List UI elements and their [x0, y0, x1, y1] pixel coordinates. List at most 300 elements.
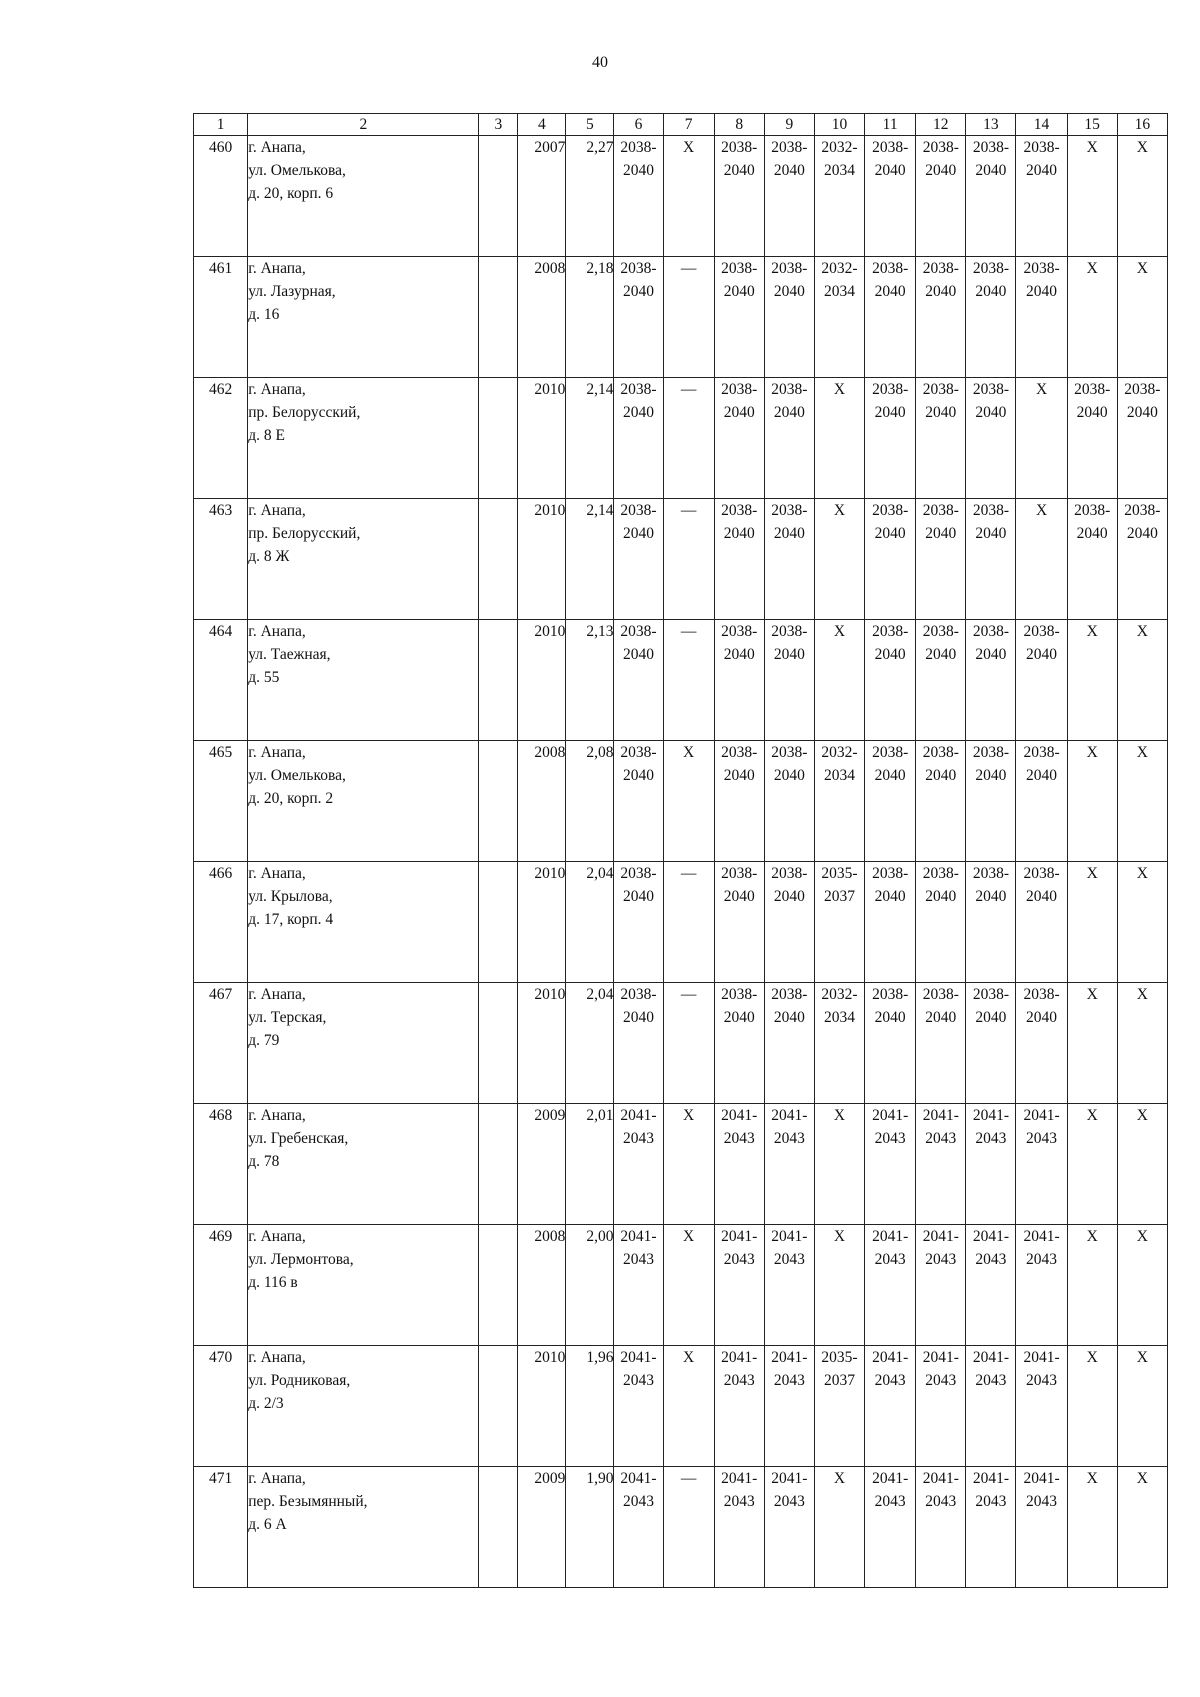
schedule-value: 2038-	[972, 865, 1009, 882]
address-cell	[248, 1104, 479, 1225]
row-number-cell	[194, 499, 248, 620]
schedule-value: 2040	[623, 404, 655, 421]
schedule-value: 2038-	[771, 381, 808, 398]
schedule-cell-c10	[814, 136, 864, 257]
row-number: 471	[208, 1470, 233, 1487]
year-cell: 2010	[518, 1346, 566, 1467]
schedule-value: 2043	[975, 1372, 1007, 1389]
area-cell: 2,04	[566, 862, 614, 983]
schedule-value: 2038-	[922, 381, 959, 398]
schedule-value: 2043	[975, 1130, 1007, 1147]
schedule-value: —	[680, 986, 697, 1003]
column-number-header: 6	[614, 114, 663, 136]
row-number-cell	[194, 741, 248, 862]
table-row	[194, 257, 1168, 378]
schedule-value: 2041-	[620, 1228, 657, 1245]
address-line: д. 79	[248, 1032, 280, 1049]
schedule-cell-c8	[714, 136, 764, 257]
schedule-cell-c12	[916, 136, 966, 257]
table-row	[194, 1104, 1168, 1225]
schedule-cell-c7	[663, 741, 714, 862]
schedule-value: 2043	[623, 1493, 655, 1510]
schedule-cell-c11	[865, 1467, 916, 1588]
schedule-value: 2032-	[821, 260, 858, 277]
schedule-cell-c8	[714, 741, 764, 862]
schedule-value: 2038-	[620, 744, 657, 761]
schedule-cell-c9	[764, 620, 814, 741]
area-cell: 2,00	[566, 1225, 614, 1346]
schedule-cell-c7	[663, 1467, 714, 1588]
empty-cell	[479, 1104, 518, 1225]
schedule-value: 2040	[1026, 888, 1058, 905]
schedule-value: 2038-	[972, 260, 1009, 277]
empty-cell	[479, 1346, 518, 1467]
schedule-cell-c15	[1067, 257, 1117, 378]
schedule-cell-c9	[764, 1467, 814, 1588]
column-number-header: 5	[566, 114, 614, 136]
schedule-value: 2043	[723, 1493, 755, 1510]
address-cell	[248, 257, 479, 378]
schedule-value: 2041-	[721, 1228, 758, 1245]
row-number: 461	[208, 260, 233, 277]
schedule-value: 2041-	[972, 1349, 1009, 1366]
row-number-cell	[194, 1346, 248, 1467]
schedule-value: 2040	[1076, 404, 1108, 421]
address-line: д. 116 в	[248, 1274, 298, 1291]
schedule-cell-c15	[1067, 862, 1117, 983]
address-line: г. Анапа,	[248, 1107, 306, 1124]
schedule-value: —	[680, 623, 697, 640]
schedule-value: 2040	[723, 646, 755, 663]
schedule-cell-c9	[764, 136, 814, 257]
table-row	[194, 620, 1168, 741]
schedule-cell-c10	[814, 499, 864, 620]
schedule-cell-c7	[663, 862, 714, 983]
address-line: ул. Терская,	[248, 1009, 327, 1026]
schedule-value: X	[1086, 139, 1098, 156]
address-line: ул. Родниковая,	[248, 1372, 351, 1389]
schedule-value: 2040	[925, 404, 957, 421]
schedule-value: X	[1086, 1107, 1098, 1124]
schedule-value: 2040	[1026, 1009, 1058, 1026]
schedule-value: 2043	[723, 1372, 755, 1389]
schedule-value: 2043	[874, 1493, 906, 1510]
schedule-value: 2038-	[771, 986, 808, 1003]
schedule-cell-c14	[1016, 741, 1067, 862]
schedule-cell-c15	[1067, 620, 1117, 741]
schedule-value: 2038-	[721, 139, 758, 156]
address-line: д. 55	[248, 669, 280, 686]
schedule-value: 2041-	[1023, 1470, 1060, 1487]
schedule-cell-c16	[1117, 862, 1167, 983]
schedule-cell-c12	[916, 862, 966, 983]
schedule-value: 2043	[925, 1251, 957, 1268]
schedule-value: 2043	[773, 1493, 805, 1510]
schedule-value: 2043	[773, 1130, 805, 1147]
schedule-cell-c12	[916, 620, 966, 741]
area-cell: 2,13	[566, 620, 614, 741]
schedule-value: 2043	[975, 1493, 1007, 1510]
schedule-value: X	[683, 1228, 695, 1245]
schedule-cell-c16	[1117, 136, 1167, 257]
schedule-cell-c8	[714, 1225, 764, 1346]
schedule-value: 2040	[925, 525, 957, 542]
schedule-value: —	[680, 865, 697, 882]
address-cell	[248, 1346, 479, 1467]
schedule-value: 2040	[874, 1009, 906, 1026]
column-number-header: 15	[1067, 114, 1117, 136]
schedule-value: 2043	[1026, 1493, 1058, 1510]
schedule-cell-c10	[814, 1346, 864, 1467]
schedule-value: 2041-	[872, 1228, 909, 1245]
schedule-cell-c8	[714, 862, 764, 983]
schedule-value: X	[1086, 623, 1098, 640]
row-number-cell	[194, 1104, 248, 1225]
table-row	[194, 136, 1168, 257]
schedule-value: 2041-	[922, 1349, 959, 1366]
row-number: 462	[208, 381, 233, 398]
schedule-cell-c6	[614, 983, 663, 1104]
schedule-value: X	[1035, 502, 1048, 519]
schedule-cell-c14	[1016, 499, 1067, 620]
schedule-value: 2040	[1126, 525, 1158, 542]
schedule-cell-c14	[1016, 983, 1067, 1104]
schedule-value: 2040	[1126, 404, 1158, 421]
empty-cell	[479, 1225, 518, 1346]
schedule-value: 2038-	[771, 865, 808, 882]
schedule-value: X	[1136, 986, 1148, 1003]
schedule-value: 2040	[723, 162, 755, 179]
schedule-value: 2040	[773, 404, 805, 421]
schedule-value: 2040	[975, 767, 1007, 784]
schedule-value: 2038-	[1023, 139, 1060, 156]
address-line: пр. Белорусский,	[248, 525, 361, 542]
schedule-value: X	[1086, 1349, 1098, 1366]
schedule-value: 2041-	[922, 1228, 959, 1245]
schedule-value: 2038-	[1023, 744, 1060, 761]
schedule-value: 2043	[723, 1130, 755, 1147]
schedule-value: 2038-	[721, 744, 758, 761]
schedule-value: 2041-	[721, 1349, 758, 1366]
schedule-value: 2043	[925, 1372, 957, 1389]
column-number-header: 7	[663, 114, 714, 136]
schedule-cell-c14	[1016, 378, 1067, 499]
address-line: д. 20, корп. 6	[248, 185, 334, 202]
schedule-value: 2034	[824, 767, 856, 784]
schedule-value: 2043	[773, 1372, 805, 1389]
schedule-value: 2040	[723, 404, 755, 421]
address-line: г. Анапа,	[248, 744, 306, 761]
area-cell: 2,27	[566, 136, 614, 257]
schedule-value: 2038-	[771, 623, 808, 640]
schedule-cell-c10	[814, 1225, 864, 1346]
schedule-value: 2038-	[1023, 865, 1060, 882]
schedule-value: X	[1136, 139, 1148, 156]
table-row	[194, 1467, 1168, 1588]
schedule-cell-c8	[714, 1467, 764, 1588]
schedule-value: 2038-	[972, 986, 1009, 1003]
schedule-value: 2041-	[972, 1107, 1009, 1124]
schedule-value: 2040	[925, 162, 957, 179]
schedule-value: 2038-	[872, 623, 909, 640]
schedule-cell-c6	[614, 378, 663, 499]
schedule-cell-c12	[916, 1225, 966, 1346]
schedule-cell-c8	[714, 983, 764, 1104]
address-line: ул. Гребенская,	[248, 1130, 349, 1147]
schedule-cell-c12	[916, 1467, 966, 1588]
schedule-value: 2038-	[721, 381, 758, 398]
schedule-value: 2043	[623, 1130, 655, 1147]
area-cell: 2,04	[566, 983, 614, 1104]
schedule-value: 2038-	[972, 502, 1009, 519]
schedule-cell-c14	[1016, 1346, 1067, 1467]
schedule-value: 2038-	[721, 502, 758, 519]
schedule-value: 2040	[1026, 767, 1058, 784]
schedule-value: 2038-	[972, 139, 1009, 156]
schedule-value: 2040	[975, 404, 1007, 421]
schedule-cell-c12	[916, 1346, 966, 1467]
schedule-value: 2037	[824, 888, 856, 905]
schedule-value: 2040	[874, 525, 906, 542]
schedule-value: X	[1136, 1107, 1148, 1124]
address-line: г. Анапа,	[248, 623, 306, 640]
year-cell: 2009	[518, 1467, 566, 1588]
schedule-value: 2043	[975, 1251, 1007, 1268]
schedule-value: X	[683, 139, 695, 156]
schedule-value: 2040	[975, 525, 1007, 542]
schedule-cell-c9	[764, 741, 814, 862]
schedule-value: X	[833, 1470, 846, 1487]
schedule-cell-c10	[814, 620, 864, 741]
schedule-value: 2040	[773, 162, 805, 179]
schedule-cell-c16	[1117, 378, 1167, 499]
schedule-cell-c10	[814, 741, 864, 862]
schedule-cell-c9	[764, 257, 814, 378]
address-line: пр. Белорусский,	[248, 404, 361, 421]
schedule-value: 2038-	[872, 744, 909, 761]
schedule-cell-c6	[614, 1467, 663, 1588]
schedule-cell-c16	[1117, 620, 1167, 741]
year-cell: 2010	[518, 499, 566, 620]
schedule-cell-c13	[966, 378, 1016, 499]
schedule-value: 2038-	[620, 623, 657, 640]
schedule-value: X	[833, 1228, 846, 1245]
schedule-cell-c6	[614, 741, 663, 862]
schedule-value: 2043	[623, 1251, 655, 1268]
schedule-value: 2043	[874, 1372, 906, 1389]
schedule-value: 2040	[874, 162, 906, 179]
schedule-value: 2041-	[771, 1470, 808, 1487]
schedule-cell-c14	[1016, 136, 1067, 257]
schedule-value: 2038-	[721, 865, 758, 882]
schedule-cell-c7	[663, 620, 714, 741]
schedule-value: 2040	[723, 283, 755, 300]
schedule-value: 2040	[773, 646, 805, 663]
column-number-header: 4	[518, 114, 566, 136]
schedule-value: 2041-	[872, 1107, 909, 1124]
empty-cell	[479, 741, 518, 862]
schedule-cell-c6	[614, 1225, 663, 1346]
address-line: ул. Лермонтова,	[248, 1251, 354, 1268]
column-number-header: 9	[764, 114, 814, 136]
year-cell: 2007	[518, 136, 566, 257]
address-line: г. Анапа,	[248, 865, 306, 882]
schedule-cell-c13	[966, 257, 1016, 378]
schedule-cell-c7	[663, 1346, 714, 1467]
schedule-value: 2037	[824, 1372, 856, 1389]
schedule-value: 2040	[623, 283, 655, 300]
address-cell	[248, 741, 479, 862]
schedule-value: 2040	[723, 888, 755, 905]
schedule-value: 2038-	[972, 744, 1009, 761]
schedule-value: 2040	[874, 283, 906, 300]
schedule-cell-c10	[814, 983, 864, 1104]
schedule-value: 2043	[925, 1493, 957, 1510]
schedule-cell-c10	[814, 1467, 864, 1588]
schedule-value: 2038-	[1074, 502, 1111, 519]
schedule-cell-c13	[966, 499, 1016, 620]
schedule-value: 2041-	[1023, 1228, 1060, 1245]
schedule-cell-c6	[614, 1346, 663, 1467]
schedule-value: 2038-	[922, 623, 959, 640]
schedule-cell-c7	[663, 499, 714, 620]
schedule-cell-c7	[663, 136, 714, 257]
year-cell: 2010	[518, 862, 566, 983]
schedule-value: 2041-	[1023, 1349, 1060, 1366]
address-line: д. 20, корп. 2	[248, 790, 334, 807]
schedule-value: X	[683, 1349, 695, 1366]
schedule-value: X	[1136, 1228, 1148, 1245]
schedule-value: X	[833, 623, 846, 640]
area-cell: 1,96	[566, 1346, 614, 1467]
address-cell	[248, 136, 479, 257]
schedule-cell-c10	[814, 1104, 864, 1225]
schedule-value: X	[1136, 1470, 1148, 1487]
column-number-header: 12	[916, 114, 966, 136]
row-number: 460	[208, 139, 233, 156]
schedule-value: 2038-	[922, 986, 959, 1003]
schedule-value: 2040	[723, 1009, 755, 1026]
address-line: д. 78	[248, 1153, 280, 1170]
schedule-value: 2038-	[620, 986, 657, 1003]
column-number-header: 13	[966, 114, 1016, 136]
schedule-value: 2038-	[1124, 381, 1161, 398]
schedule-value: 2040	[1076, 525, 1108, 542]
address-line: г. Анапа,	[248, 260, 306, 277]
schedule-cell-c13	[966, 620, 1016, 741]
address-line: д. 2/3	[248, 1395, 284, 1412]
schedule-value: 2040	[925, 283, 957, 300]
schedule-value: 2040	[1026, 162, 1058, 179]
schedule-value: X	[1086, 744, 1098, 761]
schedule-value: X	[1136, 865, 1148, 882]
schedule-cell-c13	[966, 862, 1016, 983]
schedule-cell-c7	[663, 378, 714, 499]
schedule-cell-c11	[865, 983, 916, 1104]
schedule-cell-c11	[865, 1104, 916, 1225]
schedule-cell-c16	[1117, 1225, 1167, 1346]
row-number: 465	[208, 744, 233, 761]
schedule-cell-c13	[966, 1104, 1016, 1225]
schedule-cell-c12	[916, 378, 966, 499]
year-cell: 2008	[518, 257, 566, 378]
schedule-value: 2038-	[620, 381, 657, 398]
schedule-cell-c9	[764, 983, 814, 1104]
schedule-value: 2041-	[972, 1470, 1009, 1487]
schedule-cell-c10	[814, 862, 864, 983]
row-number: 463	[208, 502, 233, 519]
schedule-cell-c8	[714, 620, 764, 741]
address-line: г. Анапа,	[248, 1470, 306, 1487]
schedule-cell-c7	[663, 1104, 714, 1225]
schedule-value: 2038-	[972, 381, 1009, 398]
row-number-cell	[194, 136, 248, 257]
schedule-cell-c8	[714, 499, 764, 620]
schedule-value: 2040	[623, 162, 655, 179]
address-cell	[248, 620, 479, 741]
schedule-value: X	[1136, 744, 1148, 761]
schedule-value: 2041-	[771, 1228, 808, 1245]
empty-cell	[479, 862, 518, 983]
schedule-value: 2040	[773, 888, 805, 905]
schedule-cell-c11	[865, 1225, 916, 1346]
schedule-cell-c11	[865, 257, 916, 378]
schedule-cell-c12	[916, 257, 966, 378]
row-number-cell	[194, 378, 248, 499]
address-cell	[248, 378, 479, 499]
schedule-value: 2038-	[872, 381, 909, 398]
schedule-cell-c14	[1016, 1225, 1067, 1346]
repair-schedule-table	[193, 113, 1168, 1588]
column-number-header: 10	[814, 114, 864, 136]
area-cell: 1,90	[566, 1467, 614, 1588]
schedule-value: 2038-	[872, 502, 909, 519]
schedule-value: 2038-	[922, 260, 959, 277]
schedule-value: 2041-	[771, 1349, 808, 1366]
schedule-cell-c6	[614, 257, 663, 378]
schedule-value: 2041-	[922, 1107, 959, 1124]
row-number: 468	[208, 1107, 233, 1124]
schedule-cell-c11	[865, 499, 916, 620]
column-number-header: 2	[248, 114, 479, 136]
table-row	[194, 741, 1168, 862]
schedule-cell-c11	[865, 378, 916, 499]
schedule-value: 2040	[975, 283, 1007, 300]
schedule-cell-c9	[764, 499, 814, 620]
schedule-cell-c10	[814, 378, 864, 499]
row-number-cell	[194, 1225, 248, 1346]
schedule-value: X	[1086, 1470, 1098, 1487]
schedule-cell-c9	[764, 1104, 814, 1225]
empty-cell	[479, 136, 518, 257]
empty-cell	[479, 378, 518, 499]
schedule-value: 2034	[824, 1009, 856, 1026]
schedule-cell-c11	[865, 1346, 916, 1467]
address-cell	[248, 983, 479, 1104]
table-row	[194, 862, 1168, 983]
empty-cell	[479, 1467, 518, 1588]
schedule-value: 2038-	[1074, 381, 1111, 398]
schedule-value: 2040	[874, 404, 906, 421]
schedule-value: 2041-	[872, 1470, 909, 1487]
schedule-cell-c15	[1067, 1346, 1117, 1467]
schedule-value: 2038-	[1023, 260, 1060, 277]
schedule-cell-c15	[1067, 1225, 1117, 1346]
schedule-value: 2043	[723, 1251, 755, 1268]
schedule-value: 2040	[623, 646, 655, 663]
year-cell: 2010	[518, 620, 566, 741]
schedule-value: 2043	[623, 1372, 655, 1389]
